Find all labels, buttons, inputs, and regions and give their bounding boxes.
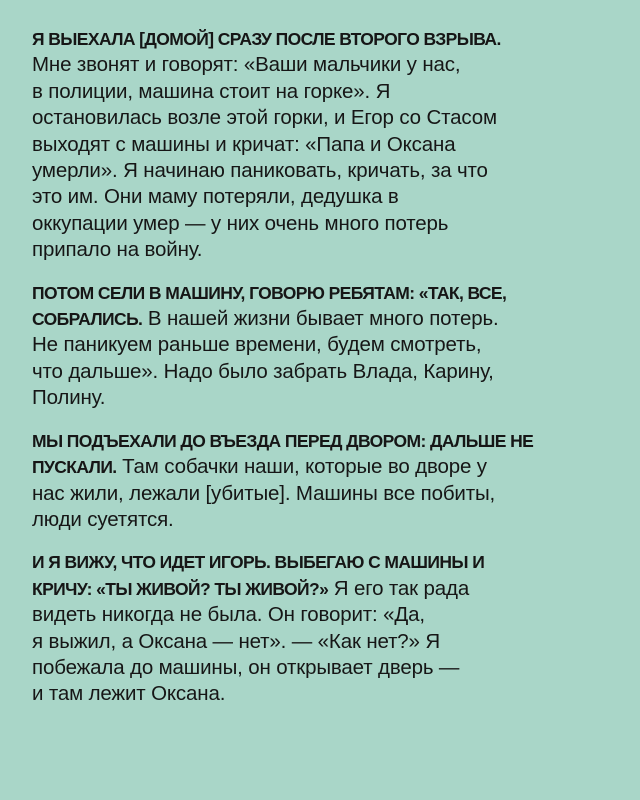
paragraph-line: выходят с машины и кричат: «Папа и Оксана xyxy=(32,132,456,156)
paragraph-line: в полиции, машина стоит на горке». Я xyxy=(32,79,391,103)
paragraph-line: это им. Они маму потеряли, дедушка в xyxy=(32,185,399,209)
paragraph-line: побежала до машины, он открывает дверь — xyxy=(32,655,460,679)
paragraph-1 xyxy=(32,26,616,264)
paragraph-line: что дальше». Надо было забрать Влада, Карину, xyxy=(32,359,494,383)
paragraph-lead: ПОТОМ СЕЛИ В МАШИНУ, ГОВОРЮ РЕБЯТАМ: «ТАК, ВСЕ, xyxy=(32,282,507,303)
paragraph-lead: И Я ВИЖУ, ЧТО ИДЕТ ИГОРЬ. ВЫБЕГАЮ С МАШИНЫ И xyxy=(32,552,485,573)
paragraph-line: ПУСКАЛИ. Там собачки наши, которые во дворе у xyxy=(32,455,487,479)
paragraph-lead: МЫ ПОДЪЕХАЛИ ДО ВЪЕЗДА ПЕРЕД ДВОРОМ: ДАЛЬШЕ НЕ xyxy=(32,430,534,451)
paragraph-line: нас жили, лежали [убитые]. Машины все побиты, xyxy=(32,481,496,505)
paragraph-line: Не паникуем раньше времени, будем смотреть, xyxy=(32,333,482,357)
paragraph-line: люди суетятся. xyxy=(32,507,174,531)
paragraph-line: КРИЧУ: «ТЫ ЖИВОЙ? ТЫ ЖИВОЙ?» Я его так рада xyxy=(32,576,470,600)
paragraph-line: остановилась возле этой горки, и Егор со Стасом xyxy=(32,106,497,130)
paragraph-line: Мне звонят и говорят: «Ваши мальчики у нас, xyxy=(32,53,461,77)
paragraph-line: умерли». Я начинаю паниковать, кричать, за что xyxy=(32,159,488,183)
paragraph-line: я выжил, а Оксана — нет». — «Как нет?» Я xyxy=(32,629,441,653)
paragraph-line: оккупации умер — у них очень много потерь xyxy=(32,211,449,235)
paragraph-lead: Я ВЫЕХАЛА [ДОМОЙ] СРАЗУ ПОСЛЕ ВТОРОГО ВЗРЫВА. xyxy=(32,29,501,49)
paragraph-line: СОБРАЛИСЬ. В нашей жизни бывает много потерь. xyxy=(32,307,499,331)
paragraph-line: видеть никогда не была. Он говорит: «Да, xyxy=(32,603,425,627)
paragraph-2 xyxy=(32,280,616,412)
paragraph-line: Полину. xyxy=(32,386,106,410)
paragraph-4 xyxy=(32,549,616,707)
paragraph-3 xyxy=(32,428,616,534)
paragraph-line: припало на войну. xyxy=(32,238,203,262)
paragraph-line: и там лежит Оксана. xyxy=(32,682,226,706)
